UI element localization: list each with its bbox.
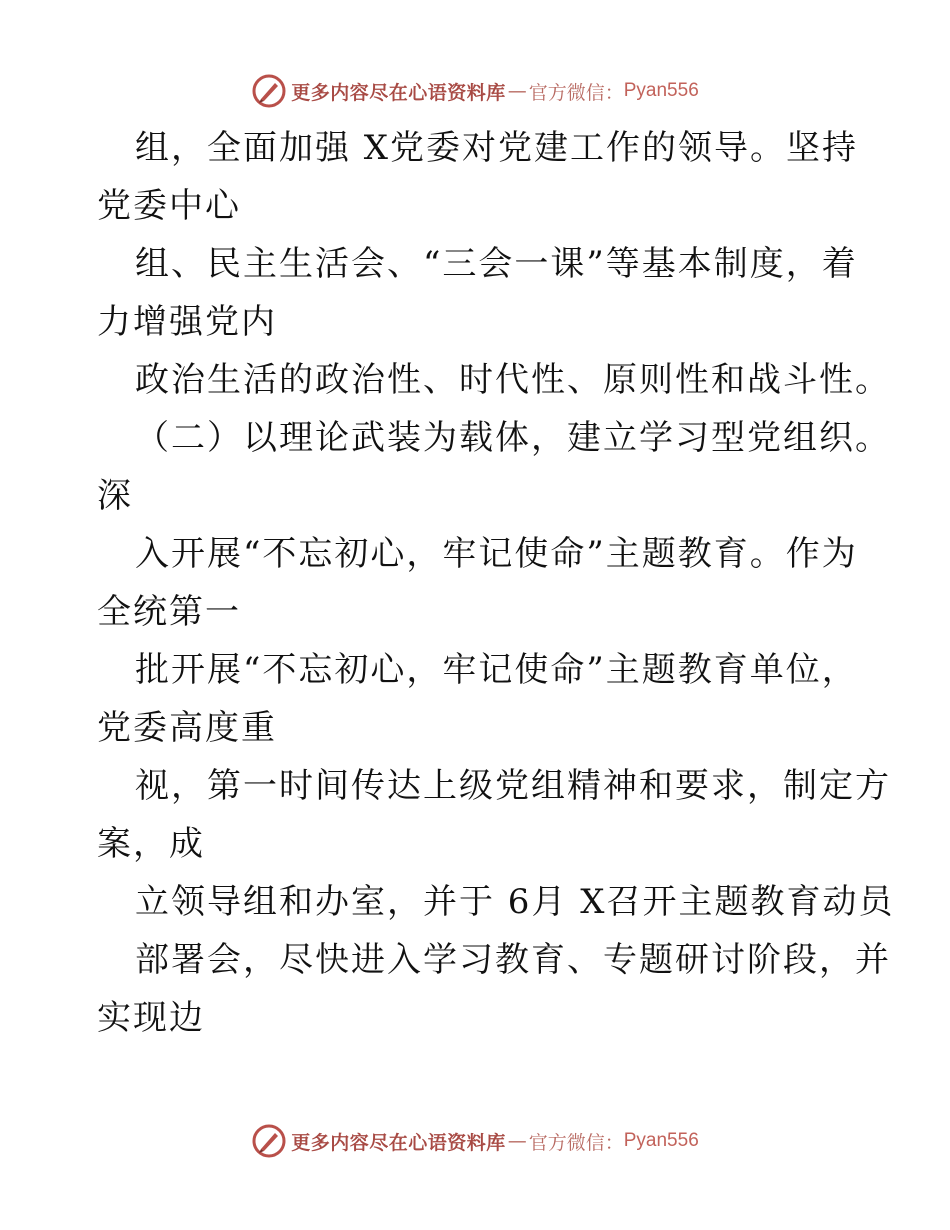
watermark-brand: 更多内容尽在心语资料库	[291, 1131, 506, 1154]
watermark-wechat-id: Pyan556	[623, 80, 699, 101]
text-line: 政治生活的政治性、时代性、原则性和战斗性。	[135, 360, 891, 400]
text-line: 批开展“不忘初心，牢记使命”主题教育单位，	[135, 650, 858, 690]
watermark-official-label: 官方微信：	[528, 81, 624, 104]
text-line: 视，第一时间传达上级党组精神和要求，制定方	[135, 766, 891, 806]
watermark-footer	[0, 1123, 950, 1159]
quill-logo-icon	[251, 73, 287, 109]
text-line: 部署会，尽快进入学习教育、专题研讨阶段，并	[135, 940, 891, 980]
text-line: 立领导组和办室，并于 6月 X召开主题教育动员	[135, 882, 895, 922]
text-line: 案，成	[97, 824, 205, 864]
text-line: 党委高度重	[97, 708, 277, 748]
text-line: 力增强党内	[97, 302, 277, 342]
text-line: 实现边	[97, 998, 205, 1038]
text-line: 全统第一	[97, 592, 241, 632]
text-line: 组、民主生活会、“三会一课”等基本制度，着	[135, 244, 858, 284]
watermark-brand: 更多内容尽在心语资料库	[291, 81, 506, 104]
watermark-official-label: 官方微信：	[528, 1131, 624, 1154]
watermark-wechat-id: Pyan556	[623, 1130, 699, 1151]
text-line: 党委中心	[97, 186, 241, 226]
text-line: 入开展“不忘初心，牢记使命”主题教育。作为	[135, 534, 858, 574]
quill-logo-icon	[251, 1123, 287, 1159]
text-line: （二）以理论武装为载体，建立学习型党组织。	[135, 418, 891, 458]
watermark-header	[0, 73, 950, 109]
watermark-dash: —	[507, 1130, 527, 1152]
watermark-dash: —	[507, 80, 527, 102]
text-line: 深	[97, 476, 133, 516]
text-line: 组，全面加强 X党委对党建工作的领导。坚持	[135, 128, 859, 168]
